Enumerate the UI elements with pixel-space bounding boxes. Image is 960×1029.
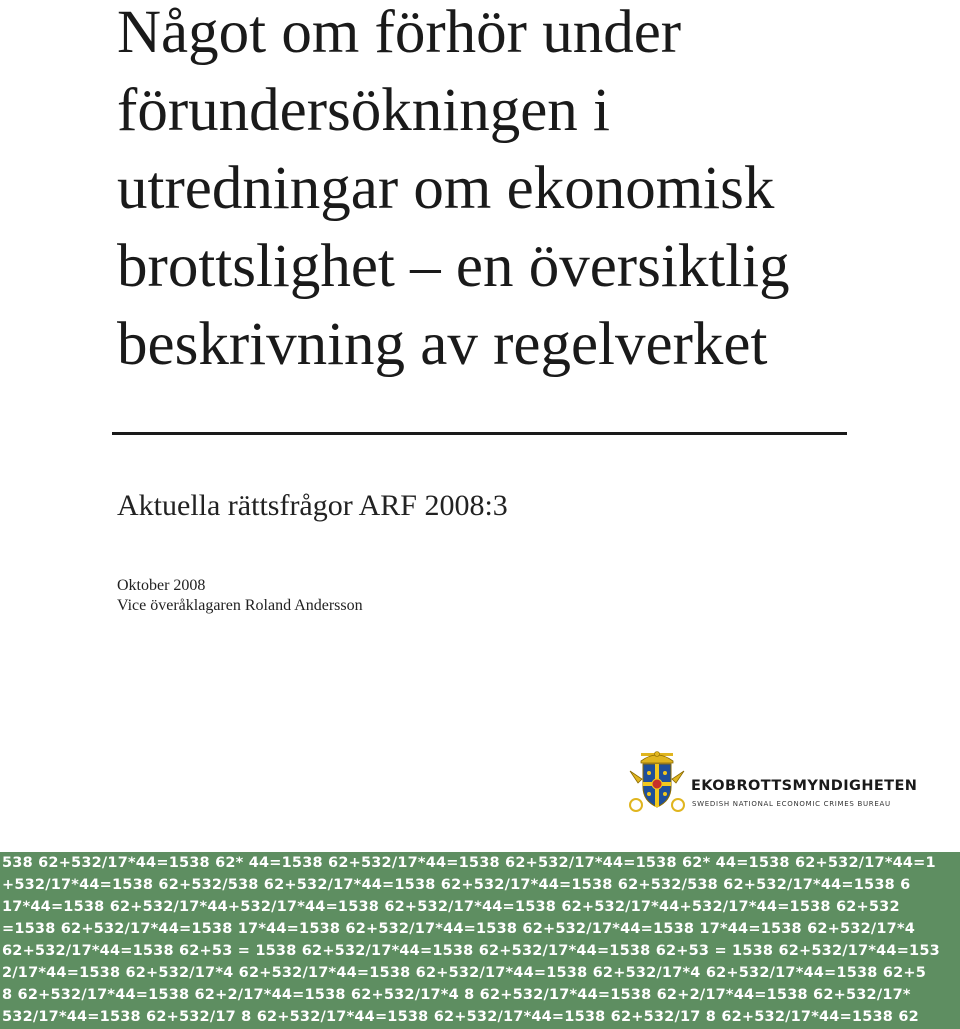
title-line-3: utredningar om ekonomisk xyxy=(117,155,775,222)
document-subtitle: Aktuella rättsfrågor ARF 2008:3 xyxy=(117,489,508,522)
band-line: +532/17*44=1538 62+532/538 62+532/17*44=1538 62+532/17*44=1538 62+532/538 62+532/17*44=1538 6 xyxy=(2,877,911,893)
title-line-2: förundersökningen i xyxy=(117,77,610,144)
band-line: 8 62+532/17*44=1538 62+2/17*44=1538 62+532/17*4 8 62+532/17*44=1538 62+2/17*44=1538 62+532/17* xyxy=(2,987,911,1003)
document-title xyxy=(117,0,937,384)
coat-of-arms-icon xyxy=(626,749,688,815)
document-meta xyxy=(117,576,363,616)
document-date: Oktober 2008 xyxy=(117,577,206,594)
document-author: Vice överåklagaren Roland Andersson xyxy=(117,597,363,614)
band-line: 2/17*44=1538 62+532/17*4 62+532/17*44=1538 62+532/17*44=1538 62+532/17*4 62+532/17*44=1538 62+5 xyxy=(2,965,927,981)
band-line: 538 62+532/17*44=1538 62* 44=1538 62+532/17*44=1538 62+532/17*44=1538 62* 44=1538 62+532/17*44=1 xyxy=(2,855,936,871)
title-line-1: Något om förhör under xyxy=(117,0,682,66)
agency-logo xyxy=(626,749,918,819)
decorative-number-band xyxy=(0,852,960,1029)
title-line-5: beskrivning av regelverket xyxy=(117,311,768,378)
band-line: 532/17*44=1538 62+532/17 8 62+532/17*44=1538 62+532/17*44=1538 62+532/17 8 62+532/17*44=1538 62 xyxy=(2,1009,919,1025)
band-line: 17*44=1538 62+532/17*44+532/17*44=1538 62+532/17*44=1538 62+532/17*44+532/17*44=1538 62+532 xyxy=(2,899,900,915)
title-divider xyxy=(112,432,847,435)
agency-name: EKOBROTTSMYNDIGHETEN xyxy=(691,778,918,794)
title-line-4: brottslighet – en översiktlig xyxy=(117,233,790,300)
band-line: =1538 62+532/17*44=1538 17*44=1538 62+532/17*44=1538 62+532/17*44=1538 17*44=1538 62+532/17*4 xyxy=(2,921,916,937)
band-line: 62+532/17*44=1538 62+53 = 1538 62+532/17*44=1538 62+532/17*44=1538 62+53 = 1538 62+532/17*44=153 xyxy=(2,943,940,959)
agency-subtitle: SWEDISH NATIONAL ECONOMIC CRIMES BUREAU xyxy=(692,800,891,808)
